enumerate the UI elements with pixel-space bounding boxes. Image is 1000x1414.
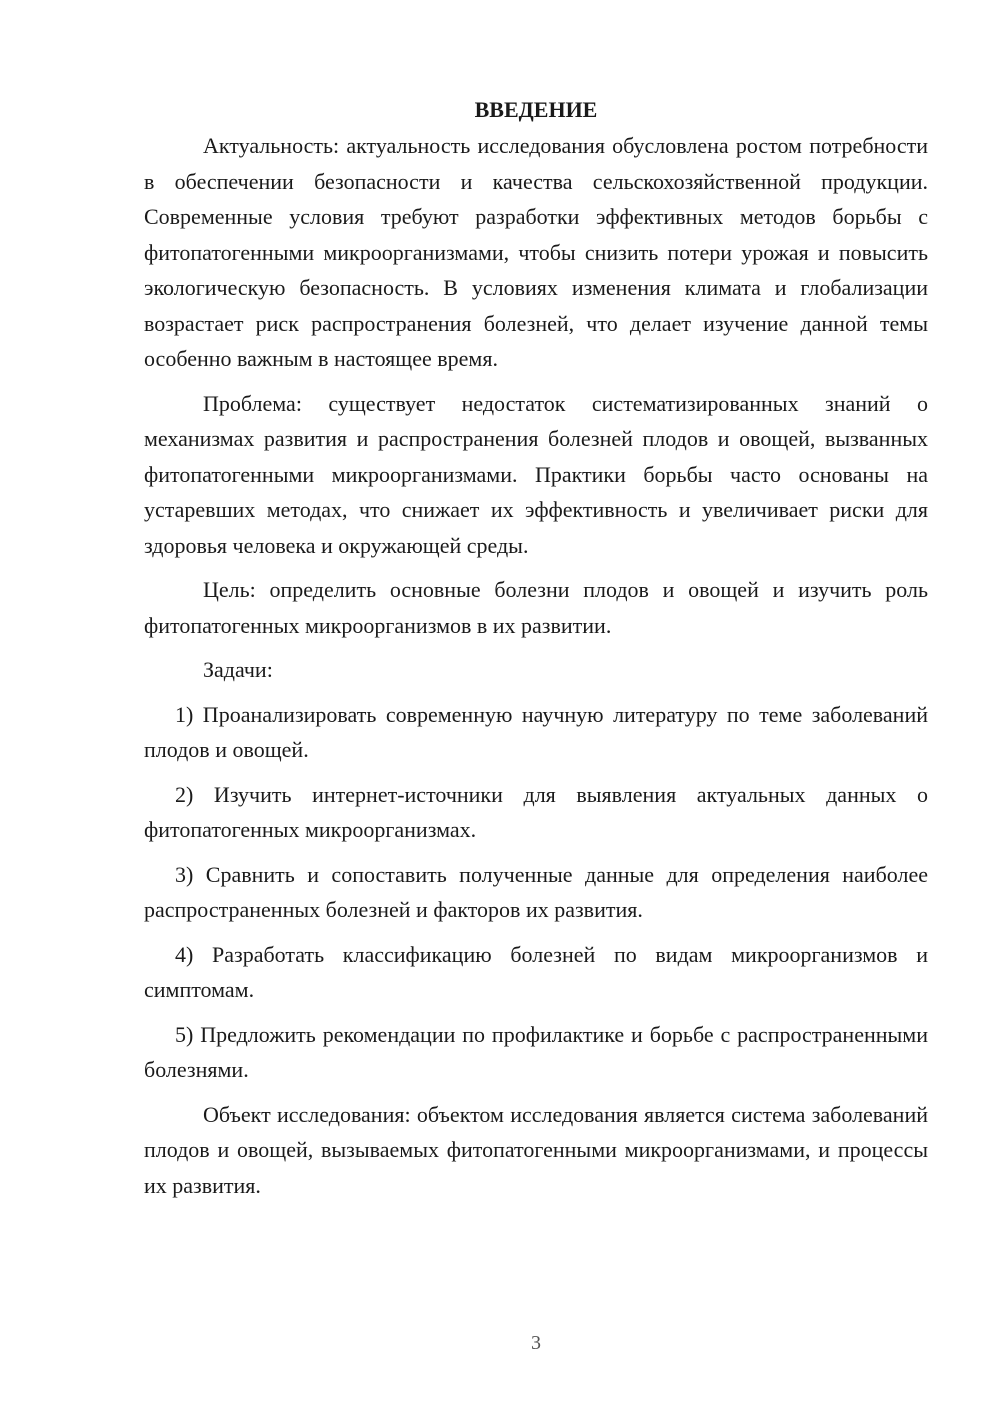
relevance-paragraph: Актуальность: актуальность исследования обусловлена ростом потребности в обеспечении безопасности и качества сельскохозяйственной продукции. Современные условия требуют разработки эффективных методов борьбы с фитопатогенными микроорганизмами, чтобы снизить потери урожая и повысить экологическую безопасность. В условиях изменения климата и глобализации возрастает риск распространения болезней, что делает изучение данной темы особенно важным в настоящее время.	[144, 133, 928, 371]
tasks-heading: Задачи:	[203, 657, 273, 682]
object-paragraph: Объект исследования: объектом исследования является система заболеваний плодов и овощей, вызываемых фитопатогенными микроорганизмами, и процессы их развития.	[144, 1101, 928, 1198]
task-item: 2) Изучить интернет-источники для выявления актуальных данных о фитопатогенных микроорганизмах.	[144, 781, 928, 842]
task-item: 4) Разработать классификацию болезней по видам микроорганизмов и симптомам.	[144, 941, 928, 1002]
task-item: 3) Сравнить и сопоставить полученные данные для определения наиболее распространенных болезней и факторов их развития.	[144, 861, 928, 922]
problem-paragraph: Проблема: существует недостаток систематизированных знаний о механизмах развития и распространения болезней плодов и овощей, вызванных фитопатогенными микроорганизмами. Практики борьбы часто основаны на устаревших методах, что снижает их эффективность и увеличивает риски для здоровья человека и окружающей среды.	[144, 390, 928, 558]
document-page	[144, 92, 928, 1212]
section-title: ВВЕДЕНИЕ	[474, 97, 598, 122]
task-item: 1) Проанализировать современную научную литературу по теме заболеваний плодов и овощей.	[144, 701, 928, 762]
goal-paragraph: Цель: определить основные болезни плодов и овощей и изучить роль фитопатогенных микроорганизмов в их развитии.	[144, 577, 928, 638]
page-number: 3	[531, 1332, 541, 1354]
task-item: 5) Предложить рекомендации по профилактике и борьбе с распространенными болезнями.	[144, 1021, 928, 1082]
